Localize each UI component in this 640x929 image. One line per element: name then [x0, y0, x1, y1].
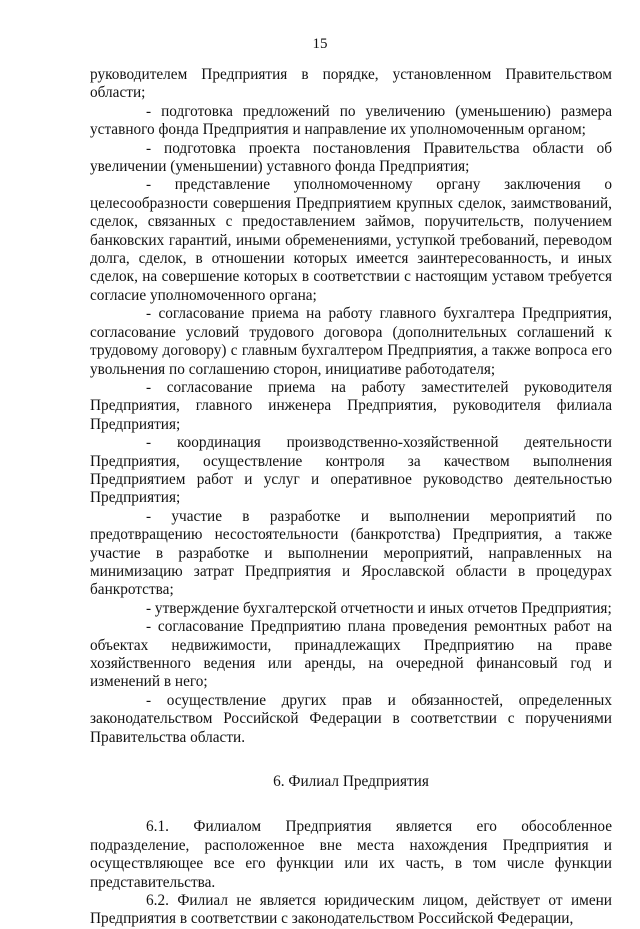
- paragraph: - подготовка предложений по увеличению (уменьшению) размера уставного фонда Предприятия и направление их уполномоченным органом;: [90, 102, 612, 139]
- paragraph: - согласование приема на работу главного бухгалтера Предприятия, согласование условий трудового договора (дополнительных соглашений к трудовому договору) с главным бухгалтером Предприятия, а также вопроса его увольнения по соглашению сторон, инициативе работодателя;: [90, 305, 612, 378]
- paragraph: руководителем Предприятия в порядке, установленном Правительством области;: [90, 66, 612, 102]
- page-number: 15: [312, 36, 328, 52]
- paragraph: - осуществление других прав и обязанностей, определенных законодательством Российской Федерации в соответствии с поручениями Правительства области.: [90, 691, 612, 746]
- section-heading: 6. Филиал Предприятия: [273, 773, 429, 791]
- paragraph: - представление уполномоченному органу заключения о целесообразности совершения Предприятием крупных сделок, заимствований, сделок, связанных с предоставлением займов, поручительств, получением банковских гарантий, иными обременениями, уступкой требований, переводом долга, сделок, в отношении которых имеется заинтересованность, и иных сделок, на совершение которых в соответствии с настоящим уставом требуется согласие уполномоченного органа;: [90, 176, 612, 304]
- paragraph: - подготовка проекта постановления Правительства области об увеличении (уменьшении) уставного фонда Предприятия;: [90, 139, 612, 176]
- paragraph: - участие в разработке и выполнении мероприятий по предотвращению несостоятельности (банкротства) Предприятия, а также участие в разработке и выполнении мероприятий, направленных на минимизацию затрат Предприятия и Ярославской области в процедурах банкротства;: [90, 507, 612, 599]
- paragraph: - утверждение бухгалтерской отчетности и иных отчетов Предприятия;: [146, 599, 612, 617]
- section-paragraph: 6.2. Филиал не является юридическим лицом, действует от имени Предприятия в соответствии с законодательством Российской Федерации,: [90, 892, 612, 928]
- paragraph: - координация производственно-хозяйственной деятельности Предприятия, осуществление контроля за качеством выполнения Предприятием работ и услуг и оперативное руководство деятельностью Предприятия;: [90, 434, 612, 507]
- section-paragraph: 6.1. Филиалом Предприятия является его обособленное подразделение, расположенное вне места нахождения Предприятия и осуществляющее все его функции или их часть, в том числе функции представительства.: [90, 818, 612, 891]
- paragraph: - согласование Предприятию плана проведения ремонтных работ на объектах недвижимости, принадлежащих Предприятию на праве хозяйственного ведения или аренды, на очередной финансовый год и изменений в него;: [90, 618, 612, 691]
- page-content: [90, 66, 612, 929]
- paragraph: - согласование приема на работу заместителей руководителя Предприятия, главного инженера Предприятия, руководителя филиала Предприятия;: [90, 378, 612, 433]
